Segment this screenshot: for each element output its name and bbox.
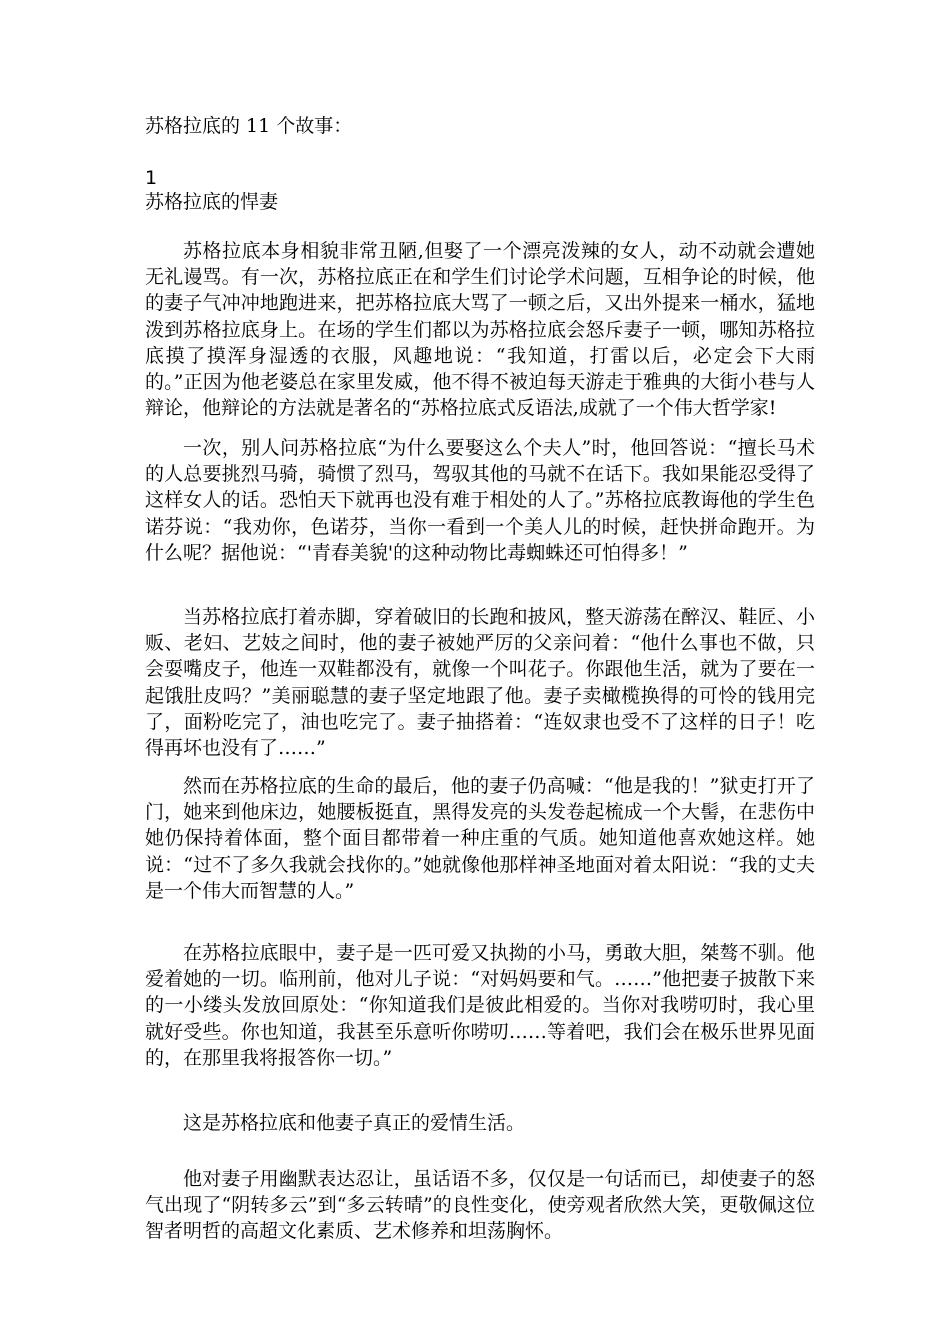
paragraph-2: 一次，别人问苏格拉底“为什么要娶这么个夫人”时，他回答说：“擅长马术的人总要挑烈马骑，骑惯了烈马，驾驭其他的马就不在话下。我如果能忍受得了这样女人的话。恐怕天下就再也没有难于相处的人了。”苏格拉底教诲他的学生色诺芬说：“我劝你，色诺芬，当你一看到一个美人儿的时候，赶快拼命跑开。为什么呢？据他说：“'青春美貌'的这种动物比毒蜘蛛还可怕得多！”	[145, 437, 815, 564]
document-heading: 苏格拉底的 11 个故事：	[145, 115, 353, 137]
paragraph-3: 当苏格拉底打着赤脚，穿着破旧的长跑和披风，整天游荡在醉汉、鞋匠、小贩、老妇、艺妓之间时，他的妻子被她严厉的父亲问着：“他什么事也不做，只会耍嘴皮子，他连一双鞋都没有，就像一个叫花子。你跟他生活，就为了要在一起饿肚皮吗？”美丽聪慧的妻子坚定地跟了他。妻子卖橄榄换得的可怜的钱用完了，面粉吃完了，油也吃完了。妻子抽搭着：“连奴隶也受不了这样的日子！吃得再坏也没有了……”	[145, 606, 815, 760]
paragraph-6: 这是苏格拉底和他妻子真正的爱情生活。	[183, 1112, 526, 1134]
section-number: 1	[145, 167, 158, 189]
paragraph-5: 在苏格拉底眼中，妻子是一匹可爱又执拗的小马，勇敢大胆，桀骜不驯。他爱着她的一切。临刑前，他对儿子说：“对妈妈要和气。……”他把妻子披散下来的一小缕头发放回原处：“你知道我们是彼此相爱的。当你对我唠叨时，我心里就好受些。你也知道，我甚至乐意听你唠叨……等着吧，我们会在极乐世界见面的，在那里我将报答你一切。”	[145, 942, 815, 1069]
paragraph-7: 他对妻子用幽默表达忍让，虽话语不多，仅仅是一句话而已，却使妻子的怒气出现了“阴转多云”到“多云转晴”的良性变化，使旁观者欣然大笑，更敬佩这位智者明哲的高超文化素质、艺术修养和坦荡胸怀。	[145, 1168, 815, 1243]
section-title: 苏格拉底的悍妻	[145, 191, 279, 213]
paragraph-4: 然而在苏格拉底的生命的最后，他的妻子仍高喊：“他是我的！”狱吏打开了门，她来到他床边，她腰板挺直，黑得发亮的头发卷起梳成一个大髻，在悲伤中她仍保持着体面，整个面目都带着一种庄重的气质。她知道他喜欢她这样。她说：“过不了多久我就会找你的。”她就像他那样神圣地面对着太阳说：“我的丈夫是一个伟大而智慧的人。”	[145, 775, 815, 902]
paragraph-1: 苏格拉底本身相貌非常丑陋,但娶了一个漂亮泼辣的女人，动不动就会遭她无礼谩骂。有一次，苏格拉底正在和学生们讨论学术问题，互相争论的时候，他的妻子气冲冲地跑进来，把苏格拉底大骂了一顿之后，又出外提来一桶水，猛地泼到苏格拉底身上。在场的学生们都以为苏格拉底会怒斥妻子一顿，哪知苏格拉底摸了摸浑身湿透的衣服，风趣地说：“我知道，打雷以后，必定会下大雨的。”正因为他老婆总在家里发威，他不得不被迫每天游走于雅典的大街小巷与人辩论，他辩论的方法就是著名的“苏格拉底式反语法,成就了一个伟大哲学家!	[145, 240, 815, 420]
